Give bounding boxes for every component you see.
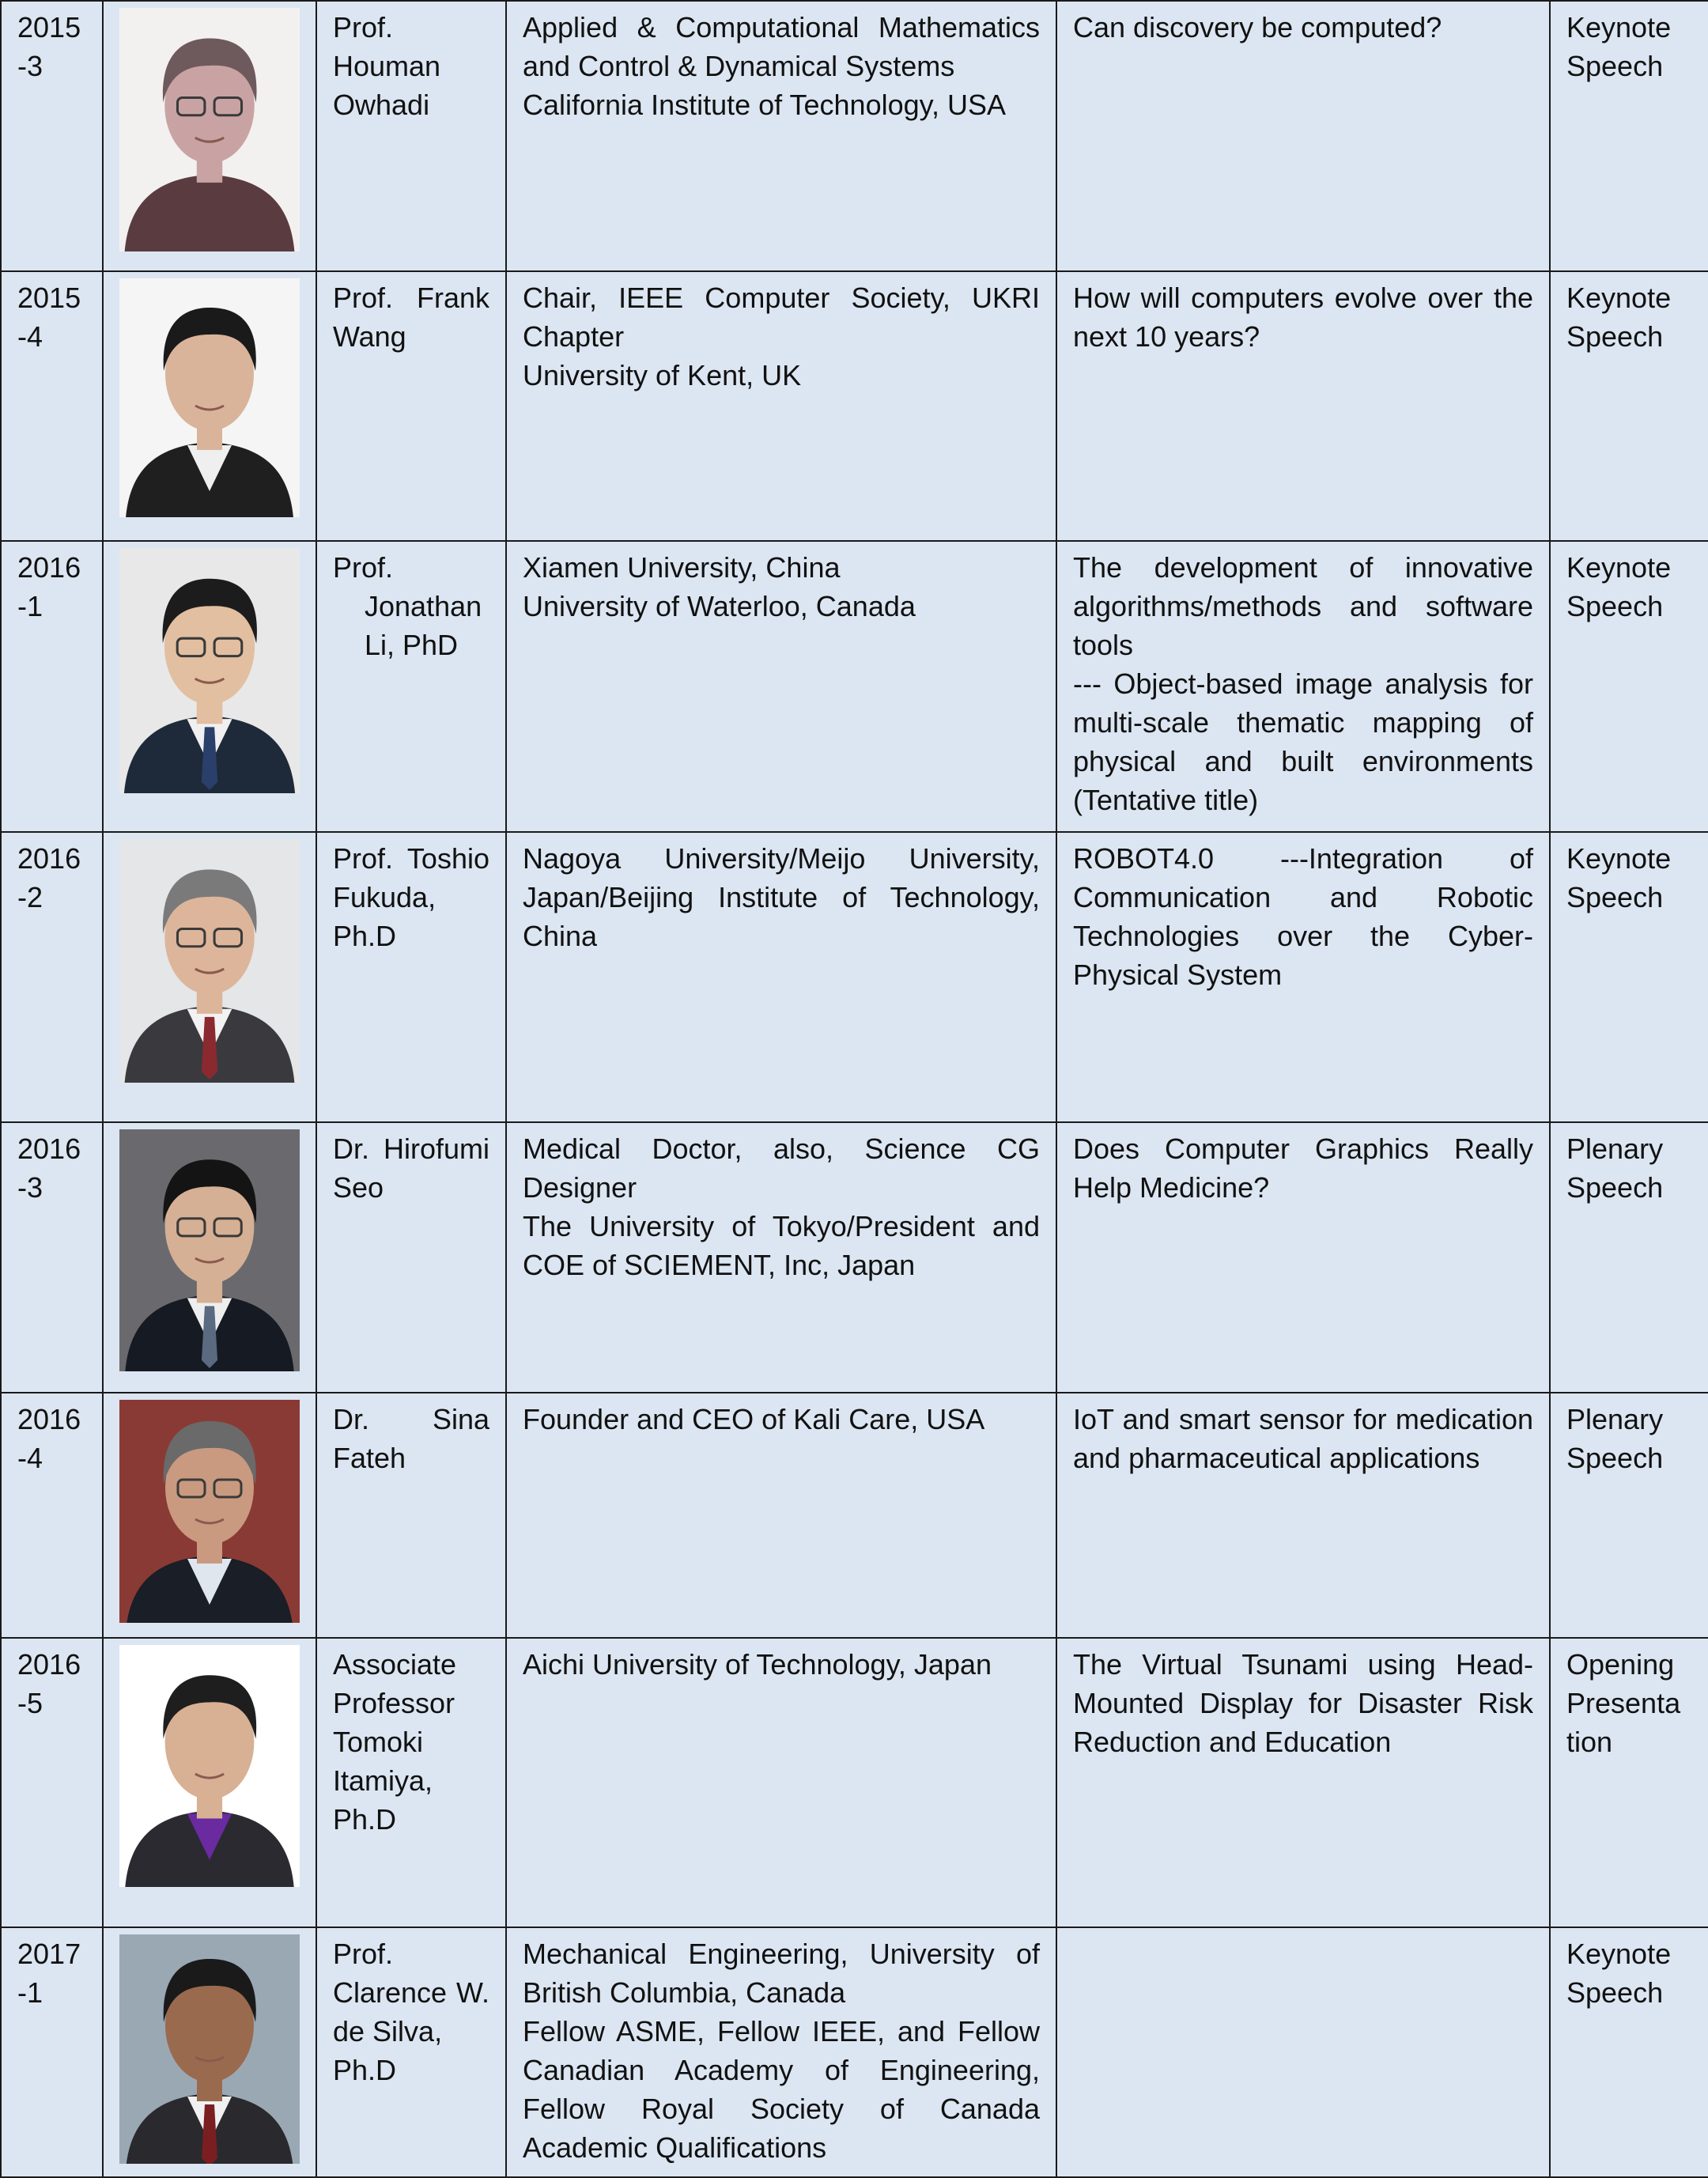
speaker-photo-graphic (119, 8, 300, 251)
affiliation-cell (506, 1122, 1056, 1393)
session-id-line: -1 (17, 590, 43, 622)
affiliation-cell (506, 1638, 1056, 1927)
speaker-photo-cell (103, 271, 316, 541)
affiliation-line: Fellow ASME, Fellow IEEE, and Fellow Canadian Academy of Engineering, Fellow Royal Society of Canada Academic Qualifications (523, 2015, 1040, 2164)
speaker-name-line: Ph.D (333, 2054, 397, 2086)
affiliation-line: Applied & Computational Mathematics and Control & Dynamical Systems (523, 11, 1040, 82)
session-type-cell (1550, 832, 1708, 1122)
talk-title-line: ROBOT4.0 ---Integration of Communication and Robotic Technologies over the Cyber-Physical System (1073, 842, 1533, 991)
session-type-cell (1550, 541, 1708, 832)
session-type-cell (1550, 271, 1708, 541)
speaker-photo-graphic (119, 1129, 300, 1371)
speaker-photo-cell (103, 1927, 316, 2177)
session-id-line: 2015 (17, 11, 81, 43)
affiliation-line: University of Kent, UK (523, 359, 802, 391)
session-id-line: -3 (17, 1171, 43, 1204)
affiliation-line: University of Waterloo, Canada (523, 590, 916, 622)
talk-title-cell (1056, 1638, 1550, 1927)
talk-title-line: IoT and smart sensor for medication and pharmaceutical applications (1073, 1403, 1533, 1474)
session-id-line: -2 (17, 881, 43, 913)
affiliation-cell (506, 271, 1056, 541)
session-type-line: Speech (1566, 50, 1664, 82)
session-type-line: tion (1566, 1726, 1613, 1758)
speaker-photo-cell (103, 832, 316, 1122)
speaker-photo-cell (103, 1638, 316, 1927)
affiliation-line: California Institute of Technology, USA (523, 89, 1006, 121)
session-type-line: Presenta (1566, 1687, 1681, 1719)
speaker-photo-cell (103, 1122, 316, 1393)
session-type-line: Keynote (1566, 282, 1672, 314)
affiliation-line: The University of Tokyo/President and COE of SCIEMENT, Inc, Japan (523, 1210, 1040, 1281)
speaker-photo-cell (103, 1, 316, 271)
session-type-line: Plenary (1566, 1403, 1664, 1435)
speaker-name-cell (316, 1393, 506, 1638)
session-type-line: Speech (1566, 590, 1664, 622)
speaker-name-line: Prof. (333, 551, 394, 584)
session-type-line: Opening (1566, 1648, 1675, 1681)
speaker-photo-cell (103, 541, 316, 832)
speaker-name-line: Owhadi (333, 89, 430, 121)
speaker-name-line: Prof. (333, 11, 394, 43)
affiliation-line: Mechanical Engineering, University of British Columbia, Canada (523, 1938, 1040, 2009)
speaker-photo-graphic (119, 839, 300, 1083)
affiliation-cell (506, 541, 1056, 832)
talk-title-cell (1056, 1393, 1550, 1638)
affiliation-line: Founder and CEO of Kali Care, USA (523, 1403, 985, 1435)
talk-title-cell (1056, 541, 1550, 832)
session-id-line: 2017 (17, 1938, 81, 1970)
affiliation-line: Aichi University of Technology, Japan (523, 1648, 992, 1681)
affiliation-line: Chair, IEEE Computer Society, UKRI Chapter (523, 282, 1040, 353)
speaker-name-cell (316, 1, 506, 271)
session-id-line: -4 (17, 1442, 43, 1474)
speakers-table-body (1, 1, 1708, 2177)
speaker-photo-icon (119, 278, 300, 517)
talk-title-cell (1056, 271, 1550, 541)
speaker-name-line: Prof. Toshio Fukuda, (333, 842, 489, 913)
speaker-name-line: Associate Professor Tomoki Itamiya, (333, 1648, 457, 1797)
speaker-photo-graphic (119, 278, 300, 517)
session-type-cell (1550, 1927, 1708, 2177)
speaker-photo-graphic (119, 1645, 300, 1887)
talk-title-line: The development of innovative algorithms/methods and software tools (1073, 551, 1533, 661)
table-row (1, 1, 1708, 271)
session-id-cell (1, 271, 103, 541)
speaker-name-line: Prof. Clarence W. de Silva, (333, 1938, 489, 2048)
session-type-line: Plenary (1566, 1132, 1664, 1165)
session-id-cell (1, 832, 103, 1122)
speaker-photo-icon (119, 8, 300, 251)
talk-title-line: --- Object-based image analysis for multi-scale thematic mapping of physical and built environments (Tentative title) (1073, 667, 1533, 816)
session-type-line: Speech (1566, 320, 1664, 353)
table-row (1, 271, 1708, 541)
speaker-photo-cell (103, 1393, 316, 1638)
session-id-line: 2016 (17, 1132, 81, 1165)
speaker-photo-icon (119, 1934, 300, 2164)
session-id-cell (1, 1393, 103, 1638)
session-type-line: Keynote (1566, 11, 1672, 43)
session-type-cell (1550, 1, 1708, 271)
session-type-cell (1550, 1638, 1708, 1927)
session-id-cell (1, 1122, 103, 1393)
table-row (1, 541, 1708, 832)
speaker-photo-icon (119, 839, 300, 1083)
session-type-line: Speech (1566, 1976, 1664, 2009)
speaker-photo-icon (119, 548, 300, 793)
affiliation-cell (506, 1393, 1056, 1638)
session-type-line: Speech (1566, 1171, 1664, 1204)
session-id-line: -5 (17, 1687, 43, 1719)
talk-title-line: The Virtual Tsunami using Head-Mounted Display for Disaster Risk Reduction and Education (1073, 1648, 1533, 1758)
session-id-line: -4 (17, 320, 43, 353)
talk-title-cell (1056, 832, 1550, 1122)
session-id-line: 2016 (17, 842, 81, 875)
talk-title-cell (1056, 1927, 1550, 2177)
affiliation-cell (506, 1927, 1056, 2177)
talk-title-cell (1056, 1, 1550, 271)
talk-title-cell (1056, 1122, 1550, 1393)
speaker-name-line: Jonathan (365, 590, 482, 622)
session-type-cell (1550, 1122, 1708, 1393)
speaker-photo-icon (119, 1129, 300, 1371)
session-id-line: 2016 (17, 551, 81, 584)
session-id-line: 2016 (17, 1403, 81, 1435)
speaker-name-line: Dr. Hirofumi Seo (333, 1132, 489, 1204)
speaker-name-line: Prof. Frank Wang (333, 282, 489, 353)
table-row (1, 1638, 1708, 1927)
table-row (1, 1927, 1708, 2177)
talk-title-line: How will computers evolve over the next 10 years? (1073, 282, 1533, 353)
session-type-line: Speech (1566, 1442, 1664, 1474)
speaker-name-cell (316, 541, 506, 832)
session-id-cell (1, 1638, 103, 1927)
session-type-line: Speech (1566, 881, 1664, 913)
affiliation-line: Nagoya University/Meijo University, Japan/Beijing Institute of Technology, China (523, 842, 1040, 952)
speaker-name-cell (316, 1638, 506, 1927)
speaker-photo-icon (119, 1400, 300, 1623)
session-id-cell (1, 541, 103, 832)
session-id-line: -1 (17, 1976, 43, 2009)
speaker-name-cell (316, 1122, 506, 1393)
speaker-photo-graphic (119, 1400, 300, 1623)
session-id-cell (1, 1927, 103, 2177)
speaker-name-cell (316, 1927, 506, 2177)
affiliation-cell (506, 832, 1056, 1122)
session-type-line: Keynote (1566, 1938, 1672, 1970)
session-id-cell (1, 1, 103, 271)
table-row (1, 832, 1708, 1122)
speaker-name-cell (316, 832, 506, 1122)
speaker-photo-graphic (119, 1934, 300, 2164)
affiliation-line: Xiamen University, China (523, 551, 841, 584)
session-id-line: -3 (17, 50, 43, 82)
speaker-photo-graphic (119, 548, 300, 793)
table-row (1, 1393, 1708, 1638)
table-row (1, 1122, 1708, 1393)
speaker-name-line: Ph.D (333, 1803, 397, 1836)
session-type-line: Keynote (1566, 551, 1672, 584)
speaker-name-line: Li, PhD (365, 629, 459, 661)
affiliation-cell (506, 1, 1056, 271)
session-type-cell (1550, 1393, 1708, 1638)
session-id-line: 2016 (17, 1648, 81, 1681)
speaker-name-line: Ph.D (333, 920, 397, 952)
speaker-name-line: Dr. Sina Fateh (333, 1403, 489, 1474)
speaker-photo-icon (119, 1645, 300, 1887)
session-id-line: 2015 (17, 282, 81, 314)
affiliation-line: Medical Doctor, also, Science CG Designer (523, 1132, 1040, 1204)
talk-title-line: Does Computer Graphics Really Help Medicine? (1073, 1132, 1533, 1204)
talk-title-line: Can discovery be computed? (1073, 11, 1442, 43)
speaker-name-cell (316, 271, 506, 541)
speaker-name-line: Houman (333, 50, 441, 82)
session-type-line: Keynote (1566, 842, 1672, 875)
